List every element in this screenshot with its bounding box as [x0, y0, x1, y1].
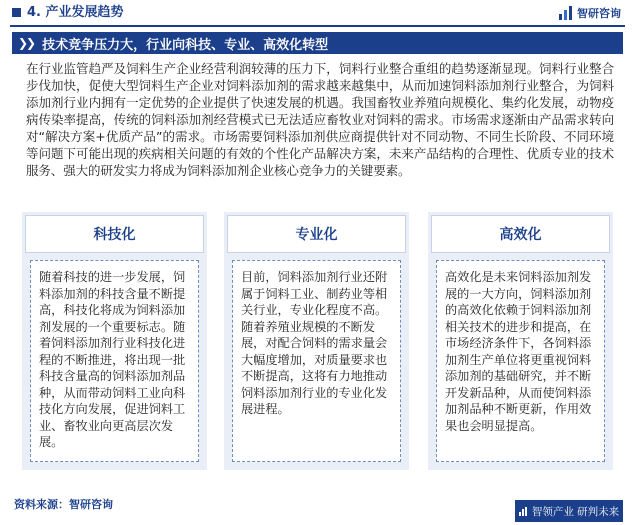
section-title: 4. 产业发展趋势: [27, 5, 124, 20]
card-title: 专业化: [227, 215, 406, 253]
bar-chart-logo-icon: [519, 507, 528, 516]
brand-name: 智研咨询: [577, 7, 621, 20]
trend-card-specialization: [224, 212, 409, 470]
header-divider: [10, 25, 625, 27]
card-body: 随着科技的进一步发展，饲料添加剂的科技含量不断提高，科技化将成为饲料添加剂发展的一个重要标志。随着饲料添加剂行业科技化进程的不断推进，将出现一批科技含量高的饲料添加剂品种，从而带动饲料工业向科技化方向发展，促进饲料工业、畜牧业向更高层次发展。: [30, 260, 199, 462]
bar-chart-logo-icon: [559, 6, 573, 20]
intro-paragraph: 在行业监管趋严及饲料生产企业经营利润较薄的压力下，饲料行业整合重组的趋势逐渐显现。饲料行业整合步伐加快，促使大型饲料生产企业对饲料添加剂的需求越来越集中，从而加速饲料添加剂行业整合，为饲料添加剂行业内拥有一定优势的企业提供了快速发展的机遇。我国畜牧业养殖向规模化、集约化发展，动物疫病传染率提高，传统的饲料添加剂经营模式已无法适应畜牧业对饲料的需求。市场需求逐渐由产品需求转向对“解决方案+优质产品”的需求。市场需要饲料添加剂供应商提供针对不同动物、不同生长阶段、不同环境等问题下可能出现的疾病相关问题的有效的个性化产品解决方案，未来产品结构的合理性、优质专业的技术服务、强大的研发实力将成为饲料添加剂企业核心竞争力的关键要素。: [26, 61, 614, 178]
top-bar: [0, 0, 635, 26]
topic-banner: [12, 32, 623, 54]
double-chevron-icon: ❯❯: [18, 36, 35, 50]
brand-logo: [559, 4, 621, 22]
card-title: 高效化: [431, 215, 610, 253]
card-title: 科技化: [25, 215, 204, 253]
trend-card-efficiency: [428, 212, 613, 470]
section-marker-icon: [12, 8, 21, 17]
footer-slogan: 智领产业 研判未来: [531, 505, 620, 518]
data-source: 资料来源：智研咨询: [14, 498, 113, 511]
card-body: 高效化是未来饲料添加剂发展的一大方向，饲料添加剂的高效化依赖于饲料添加剂相关技术的进步和提高，在市场经济条件下，各饲料添加剂生产单位将更重视饲料添加剂的基础研究，并不断开发新品种，从而使饲料添加剂品种不断更新，作用效果也会明显提高。: [436, 260, 605, 462]
footer-badge: [515, 500, 623, 522]
trend-card-tech: [22, 212, 207, 470]
card-body: 目前，饲料添加剂行业还附属于饲料工业、制药业等相关行业，专业化程度不高。随着养殖业规模的不断发展，对配合饲料的需求量会大幅度增加，对质量要求也不断提高，这将有力地推动饲料添加剂行业的专业化发展进程。: [232, 260, 401, 462]
banner-title: 技术竞争压力大，行业向科技、专业、高效化转型: [42, 37, 329, 53]
